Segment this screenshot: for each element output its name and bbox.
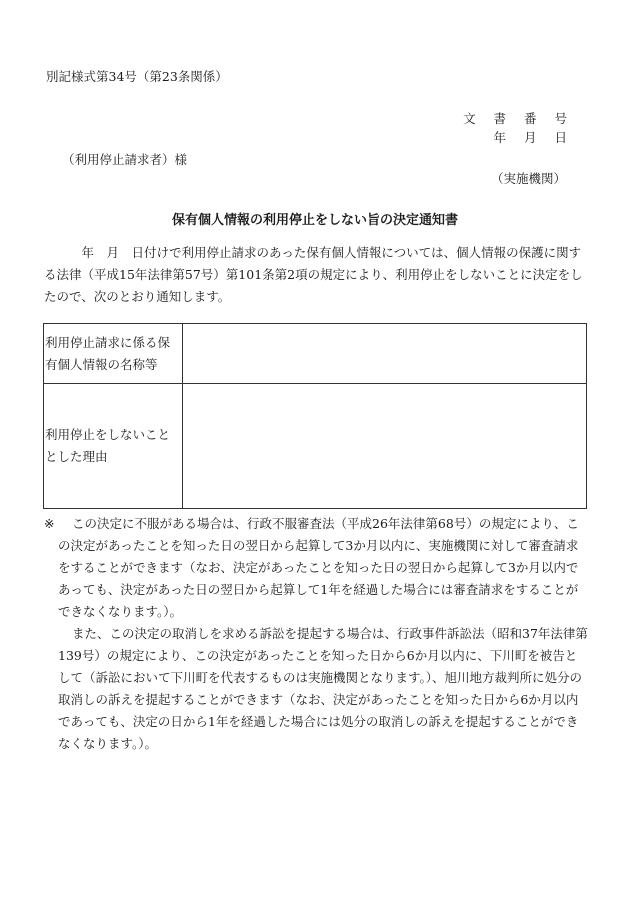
- document-date-label: 年 月 日: [493, 130, 574, 145]
- document-title: 保有個人情報の利用停止をしない旨の決定通知書: [171, 213, 458, 228]
- table-row-label: 利用停止をしないこととした理由: [44, 384, 183, 509]
- recipient-label: （利用停止請求者）様: [62, 152, 188, 167]
- document-number-label: 文 書 番 号: [463, 111, 574, 126]
- table-row-label: 利用停止請求に係る保有個人情報の名称等: [44, 324, 183, 384]
- note-mark: ※: [44, 516, 55, 531]
- note-text: この決定に不服がある場合は、行政不服審査法（平成26年法律第68号）の規定により、この決定があったことを知った日の翌日から起算して3か月以内に、実施機関に対して審査請求をすることができます（なお、決定があったことを知った日の翌日から起算して3か月以内であっても、決定があった日の翌日から起算して1年を経過した場合には審査請求をすることができなくなります。）。: [58, 516, 579, 619]
- form-reference: 別記様式第34号（第23条関係）: [46, 69, 228, 84]
- table-row-value: [183, 324, 587, 384]
- table-row-value: [183, 384, 587, 509]
- note-paragraph: また、この決定の取消しを求める訴訟を提起する場合は、行政事件訴訟法（昭和37年法律第139号）の規定により、この決定があったことを知った日から6か月以内に、下川町を被告として（訴訟において下川町を代表するものは実施機関となります。）、旭川地方裁判所に処分の取消しの訴えを提起することができます（なお、決定があったことを知った日から6か月以内であっても、決定の日から1年を経過した場合には処分の取消しの訴えを提起することができなくなります。）。: [58, 626, 588, 751]
- info-table: [43, 323, 587, 509]
- note-paragraph: [44, 513, 589, 623]
- table-row: [44, 324, 587, 384]
- notes-section: [44, 513, 589, 755]
- table-row: [44, 384, 587, 509]
- issuer-label: （実施機関）: [490, 171, 566, 186]
- body-paragraph: 年 月 日付けで利用停止請求のあった保有個人情報については、個人情報の保護に関する法律（平成15年法律第57号）第101条第2項の規定により、利用停止をしないことに決定をしたので、次のとおり通知します。: [44, 245, 583, 304]
